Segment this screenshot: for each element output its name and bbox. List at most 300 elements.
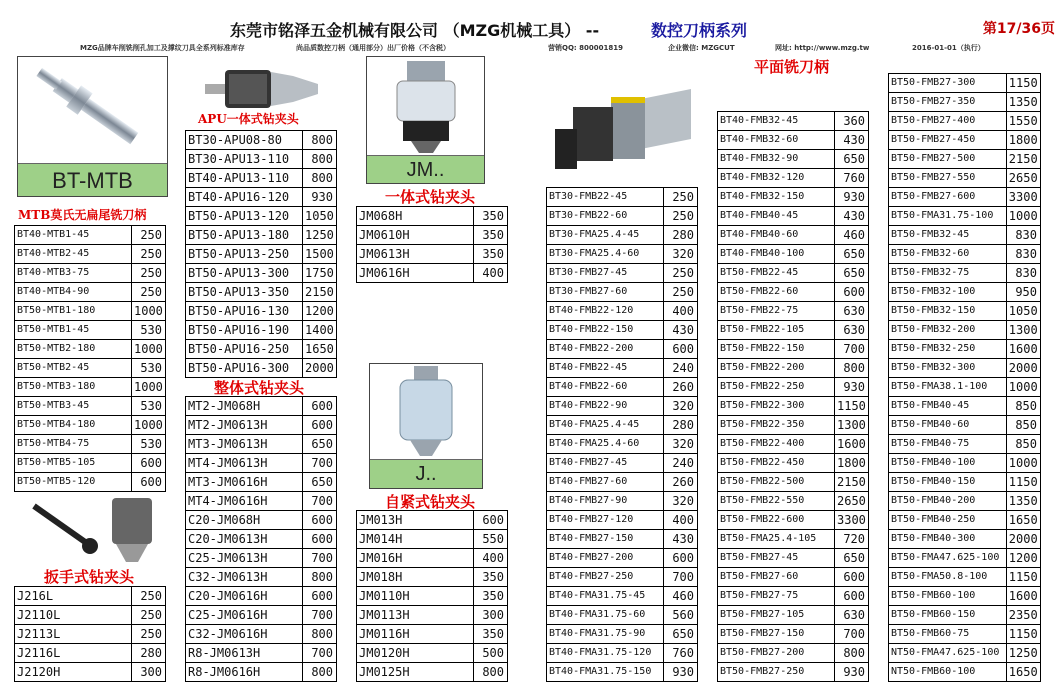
model-cell: JM0120H: [357, 644, 474, 663]
price-cell: 2650: [1006, 169, 1040, 188]
table-row: [889, 283, 1041, 302]
model-cell: C20-JM068H: [186, 511, 303, 530]
model-cell: BT40-APU16-120: [186, 188, 303, 207]
price-cell: 700: [303, 549, 337, 568]
price-cell: 1800: [1006, 131, 1040, 150]
table-row: [357, 625, 508, 644]
price-cell: 700: [303, 492, 337, 511]
table-row: [718, 549, 869, 568]
table-row: [186, 416, 337, 435]
price-cell: 600: [132, 454, 166, 473]
model-cell: BT50-FMB27-600: [889, 188, 1007, 207]
table-row: [718, 435, 869, 454]
price-cell: 600: [303, 530, 337, 549]
section-flat: 平面铣刀柄: [754, 58, 830, 76]
bt-mtb-image: [17, 56, 168, 197]
model-cell: BT50-FMB32-250: [889, 340, 1007, 359]
model-cell: C20-JM0613H: [186, 530, 303, 549]
table-row: [547, 511, 698, 530]
price-cell: 460: [835, 226, 869, 245]
price-cell: 1000: [1006, 378, 1040, 397]
price-cell: 250: [132, 283, 166, 302]
model-cell: BT50-FMB27-550: [889, 169, 1007, 188]
model-cell: BT50-FMB40-60: [889, 416, 1007, 435]
model-cell: MT4-JM0616H: [186, 492, 303, 511]
model-cell: BT40-FMA31.75-120: [547, 644, 664, 663]
table-row: [357, 245, 508, 264]
model-cell: BT40-FMA31.75-60: [547, 606, 664, 625]
jm-whole-price-table: [185, 396, 337, 682]
model-cell: BT50-APU16-190: [186, 321, 303, 340]
price-cell: 560: [664, 606, 698, 625]
price-cell: 1650: [1006, 511, 1040, 530]
price-cell: 650: [303, 473, 337, 492]
table-row: [889, 340, 1041, 359]
price-cell: 800: [303, 663, 337, 682]
price-cell: 1050: [1006, 302, 1040, 321]
model-cell: BT50-FMB40-300: [889, 530, 1007, 549]
price-cell: 1350: [1006, 492, 1040, 511]
self-lock-price-table: [356, 510, 508, 682]
model-cell: BT40-MTB1-45: [15, 226, 132, 245]
model-cell: BT40-MTB2-45: [15, 245, 132, 264]
table-row: [186, 150, 337, 169]
price-cell: 650: [664, 625, 698, 644]
table-row: [15, 245, 166, 264]
table-row: [889, 226, 1041, 245]
info-website: 网址: http://www.mzg.tw: [775, 44, 870, 52]
price-cell: 650: [835, 150, 869, 169]
price-cell: 600: [303, 397, 337, 416]
price-cell: 300: [474, 606, 508, 625]
table-row: [186, 169, 337, 188]
table-row: [15, 587, 166, 606]
table-row: [186, 549, 337, 568]
price-cell: 1150: [1006, 74, 1040, 93]
table-row: [718, 321, 869, 340]
price-cell: 700: [835, 340, 869, 359]
table-row: [186, 454, 337, 473]
model-cell: JM0113H: [357, 606, 474, 625]
model-cell: BT50-MTB5-120: [15, 473, 132, 492]
price-cell: 2000: [1006, 359, 1040, 378]
table-row: [718, 340, 869, 359]
price-cell: 800: [303, 625, 337, 644]
table-row: [718, 245, 869, 264]
price-cell: 250: [664, 264, 698, 283]
model-cell: BT40-FMA31.75-150: [547, 663, 664, 682]
model-cell: BT50-FMA47.625-100: [889, 549, 1007, 568]
model-cell: BT50-FMB27-400: [889, 112, 1007, 131]
table-row: [889, 74, 1041, 93]
price-cell: 630: [835, 606, 869, 625]
price-cell: 430: [835, 207, 869, 226]
price-cell: 600: [303, 587, 337, 606]
table-row: [186, 473, 337, 492]
table-row: [547, 549, 698, 568]
table-row: [186, 131, 337, 150]
model-cell: BT50-FMB22-45: [718, 264, 835, 283]
price-cell: 2350: [1006, 606, 1040, 625]
table-row: [186, 340, 337, 359]
table-row: [357, 606, 508, 625]
info-price: 尚品质数控刀柄（通用部分）出厂价格（不含税）: [296, 44, 450, 52]
table-row: [718, 226, 869, 245]
table-row: [889, 302, 1041, 321]
drill-chuck-icon: [203, 56, 328, 116]
model-cell: BT50-FMA31.75-100: [889, 207, 1007, 226]
table-row: [718, 587, 869, 606]
table-row: [547, 473, 698, 492]
price-cell: 930: [835, 378, 869, 397]
model-cell: BT50-FMB27-450: [889, 131, 1007, 150]
table-row: [357, 207, 508, 226]
table-row: [15, 416, 166, 435]
table-row: [889, 454, 1041, 473]
table-row: [15, 435, 166, 454]
table-row: [186, 359, 337, 378]
price-cell: 350: [474, 587, 508, 606]
model-cell: BT50-APU16-300: [186, 359, 303, 378]
model-cell: BT50-FMB32-45: [889, 226, 1007, 245]
price-cell: 1250: [1006, 644, 1040, 663]
fmb-c-price-table: [888, 73, 1041, 682]
table-row: [357, 587, 508, 606]
model-cell: BT40-FMB27-200: [547, 549, 664, 568]
series-title: 数控刀柄系列: [651, 21, 748, 40]
model-cell: BT50-FMB32-60: [889, 245, 1007, 264]
table-row: [15, 397, 166, 416]
model-cell: JM014H: [357, 530, 474, 549]
table-row: [186, 606, 337, 625]
price-cell: 760: [835, 169, 869, 188]
model-cell: BT50-FMB32-150: [889, 302, 1007, 321]
price-cell: 1250: [303, 226, 337, 245]
model-cell: BT40-FMB22-120: [547, 302, 664, 321]
jm-one-price-table: [356, 206, 508, 283]
price-cell: 550: [474, 530, 508, 549]
price-cell: 280: [664, 226, 698, 245]
table-row: [547, 397, 698, 416]
price-cell: 930: [835, 663, 869, 682]
model-cell: BT50-MTB1-45: [15, 321, 132, 340]
price-cell: 350: [474, 625, 508, 644]
model-cell: BT40-FMB32-60: [718, 131, 835, 150]
model-cell: BT30-FMB22-45: [547, 188, 664, 207]
price-cell: 350: [474, 226, 508, 245]
model-cell: BT40-FMB22-200: [547, 340, 664, 359]
price-cell: 800: [303, 131, 337, 150]
table-row: [15, 340, 166, 359]
price-cell: 930: [835, 188, 869, 207]
table-row: [718, 397, 869, 416]
model-cell: BT40-FMB40-45: [718, 207, 835, 226]
table-row: [889, 473, 1041, 492]
price-cell: 1600: [1006, 340, 1040, 359]
model-cell: BT40-FMA31.75-90: [547, 625, 664, 644]
price-cell: 460: [664, 587, 698, 606]
price-cell: 1150: [1006, 568, 1040, 587]
model-cell: JM0610H: [357, 226, 474, 245]
price-cell: 430: [835, 131, 869, 150]
price-cell: 1000: [1006, 207, 1040, 226]
price-cell: 320: [664, 245, 698, 264]
table-row: [889, 188, 1041, 207]
table-row: [889, 150, 1041, 169]
table-row: [547, 283, 698, 302]
model-cell: BT50-FMB27-350: [889, 93, 1007, 112]
model-cell: JM018H: [357, 568, 474, 587]
model-cell: JM0125H: [357, 663, 474, 682]
table-row: [186, 644, 337, 663]
price-cell: 1650: [303, 340, 337, 359]
table-row: [547, 587, 698, 606]
model-cell: BT50-FMB27-500: [889, 150, 1007, 169]
info-wechat: 企业微信: MZGCUT: [668, 44, 735, 52]
price-cell: 250: [132, 226, 166, 245]
price-cell: 930: [303, 188, 337, 207]
model-cell: BT50-FMB27-60: [718, 568, 835, 587]
model-cell: BT50-FMB22-600: [718, 511, 835, 530]
price-cell: 850: [1006, 435, 1040, 454]
model-cell: BT50-FMA38.1-100: [889, 378, 1007, 397]
table-row: [186, 264, 337, 283]
table-row: [718, 264, 869, 283]
price-cell: 830: [1006, 245, 1040, 264]
fmb-b-price-table: [717, 111, 869, 682]
price-cell: 650: [835, 549, 869, 568]
model-cell: BT50-FMB40-200: [889, 492, 1007, 511]
model-cell: R8-JM0613H: [186, 644, 303, 663]
model-cell: BT40-FMB22-90: [547, 397, 664, 416]
table-row: [15, 321, 166, 340]
table-row: [186, 188, 337, 207]
price-cell: 1200: [303, 302, 337, 321]
model-cell: BT50-FMB27-300: [889, 74, 1007, 93]
chuck-key-icon: [28, 492, 156, 564]
model-cell: BT50-MTB1-180: [15, 302, 132, 321]
model-cell: BT40-FMB27-45: [547, 454, 664, 473]
model-cell: BT50-FMB32-75: [889, 264, 1007, 283]
table-row: [547, 378, 698, 397]
jm-label: JM..: [367, 155, 484, 184]
table-row: [547, 264, 698, 283]
tool-holder-icon: [18, 57, 167, 163]
model-cell: J2116L: [15, 644, 132, 663]
model-cell: BT50-FMB32-200: [889, 321, 1007, 340]
model-cell: BT50-FMB22-150: [718, 340, 835, 359]
table-row: [718, 530, 869, 549]
model-cell: J216L: [15, 587, 132, 606]
table-row: [186, 321, 337, 340]
model-cell: C25-JM0613H: [186, 549, 303, 568]
price-cell: 630: [835, 321, 869, 340]
price-cell: 950: [1006, 283, 1040, 302]
table-row: [547, 492, 698, 511]
table-row: [547, 416, 698, 435]
table-row: [718, 207, 869, 226]
model-cell: R8-JM0616H: [186, 663, 303, 682]
price-cell: 800: [835, 644, 869, 663]
model-cell: BT30-APU13-110: [186, 150, 303, 169]
table-row: [357, 663, 508, 682]
table-row: [357, 568, 508, 587]
price-cell: 1750: [303, 264, 337, 283]
price-cell: 250: [664, 283, 698, 302]
table-row: [15, 359, 166, 378]
model-cell: JM013H: [357, 511, 474, 530]
model-cell: BT50-APU13-180: [186, 226, 303, 245]
table-row: [186, 302, 337, 321]
price-cell: 650: [835, 264, 869, 283]
price-cell: 1600: [1006, 587, 1040, 606]
price-cell: 1200: [1006, 549, 1040, 568]
table-row: [718, 568, 869, 587]
table-row: [718, 378, 869, 397]
table-row: [357, 549, 508, 568]
table-row: [186, 530, 337, 549]
model-cell: BT40-FMB27-250: [547, 568, 664, 587]
info-brand: MZG品牌车削铣削孔加工及撑纹刀具全系列标准库存: [80, 44, 245, 52]
table-row: [186, 435, 337, 454]
model-cell: BT40-FMB27-90: [547, 492, 664, 511]
table-row: [547, 663, 698, 682]
model-cell: BT40-FMB22-45: [547, 359, 664, 378]
price-cell: 3300: [1006, 188, 1040, 207]
mtb-price-table: [14, 225, 166, 492]
table-row: [718, 606, 869, 625]
price-cell: 600: [664, 549, 698, 568]
model-cell: BT40-FMB27-60: [547, 473, 664, 492]
table-row: [547, 606, 698, 625]
model-cell: BT40-FMB22-60: [547, 378, 664, 397]
price-cell: 600: [835, 587, 869, 606]
price-cell: 530: [132, 359, 166, 378]
model-cell: BT50-MTB4-180: [15, 416, 132, 435]
model-cell: BT50-FMB22-300: [718, 397, 835, 416]
price-cell: 1000: [132, 302, 166, 321]
model-cell: BT50-FMB40-150: [889, 473, 1007, 492]
table-row: [718, 150, 869, 169]
model-cell: BT50-FMB22-450: [718, 454, 835, 473]
jm-image: [366, 56, 485, 184]
table-row: [547, 207, 698, 226]
price-cell: 2650: [835, 492, 869, 511]
price-cell: 240: [664, 454, 698, 473]
table-row: [889, 245, 1041, 264]
price-cell: 430: [664, 321, 698, 340]
price-cell: 530: [132, 397, 166, 416]
price-cell: 700: [303, 644, 337, 663]
price-cell: 2000: [303, 359, 337, 378]
model-cell: BT50-APU13-250: [186, 245, 303, 264]
price-cell: 240: [664, 359, 698, 378]
table-row: [718, 169, 869, 188]
model-cell: MT3-JM0613H: [186, 435, 303, 454]
table-row: [15, 264, 166, 283]
table-row: [15, 606, 166, 625]
table-row: [547, 359, 698, 378]
price-cell: 1050: [303, 207, 337, 226]
model-cell: BT50-FMB22-60: [718, 283, 835, 302]
model-cell: C32-JM0613H: [186, 568, 303, 587]
price-cell: 320: [664, 435, 698, 454]
table-row: [15, 226, 166, 245]
price-cell: 1650: [1006, 663, 1040, 682]
table-row: [889, 112, 1041, 131]
model-cell: BT50-FMB60-100: [889, 587, 1007, 606]
self-lock-chuck-icon: [370, 364, 482, 459]
model-cell: BT50-FMB32-100: [889, 283, 1007, 302]
table-row: [889, 625, 1041, 644]
model-cell: BT50-APU13-350: [186, 283, 303, 302]
table-row: [547, 321, 698, 340]
section-jm-whole: 整体式钻夹头: [214, 379, 305, 397]
keyless-chuck-icon: [367, 57, 484, 155]
wrench-chuck-image: [28, 492, 156, 564]
price-cell: 530: [132, 435, 166, 454]
price-cell: 1000: [132, 378, 166, 397]
table-row: [357, 264, 508, 283]
model-cell: BT50-FMB27-200: [718, 644, 835, 663]
price-cell: 600: [303, 416, 337, 435]
table-row: [547, 245, 698, 264]
model-cell: MT2-JM068H: [186, 397, 303, 416]
model-cell: BT40-FMB40-100: [718, 245, 835, 264]
table-row: [357, 511, 508, 530]
table-row: [889, 435, 1041, 454]
table-row: [889, 131, 1041, 150]
model-cell: BT50-FMB27-150: [718, 625, 835, 644]
model-cell: BT30-FMA25.4-45: [547, 226, 664, 245]
table-row: [718, 416, 869, 435]
table-row: [547, 568, 698, 587]
model-cell: BT40-MTB4-90: [15, 283, 132, 302]
price-cell: 650: [835, 245, 869, 264]
model-cell: BT40-FMB27-150: [547, 530, 664, 549]
price-cell: 300: [132, 663, 166, 682]
table-row: [186, 663, 337, 682]
model-cell: BT30-FMA25.4-60: [547, 245, 664, 264]
price-cell: 1400: [303, 321, 337, 340]
price-cell: 250: [664, 207, 698, 226]
price-cell: 1600: [835, 435, 869, 454]
section-jm-one: 一体式钻夹头: [385, 188, 476, 206]
price-cell: 700: [664, 568, 698, 587]
model-cell: BT50-MTB3-45: [15, 397, 132, 416]
price-cell: 250: [132, 606, 166, 625]
model-cell: BT50-FMB22-75: [718, 302, 835, 321]
model-cell: BT50-FMB40-45: [889, 397, 1007, 416]
price-cell: 930: [664, 663, 698, 682]
model-cell: BT40-FMB27-120: [547, 511, 664, 530]
price-cell: 1800: [835, 454, 869, 473]
model-cell: BT50-FMA50.8-100: [889, 568, 1007, 587]
model-cell: BT50-APU16-250: [186, 340, 303, 359]
model-cell: JM0110H: [357, 587, 474, 606]
price-cell: 800: [835, 359, 869, 378]
table-row: [357, 226, 508, 245]
table-row: [718, 625, 869, 644]
table-row: [547, 435, 698, 454]
price-cell: 600: [132, 473, 166, 492]
table-row: [889, 416, 1041, 435]
table-row: [718, 492, 869, 511]
price-cell: 1000: [132, 416, 166, 435]
model-cell: BT40-APU13-110: [186, 169, 303, 188]
model-cell: BT40-FMB32-120: [718, 169, 835, 188]
price-cell: 320: [664, 397, 698, 416]
